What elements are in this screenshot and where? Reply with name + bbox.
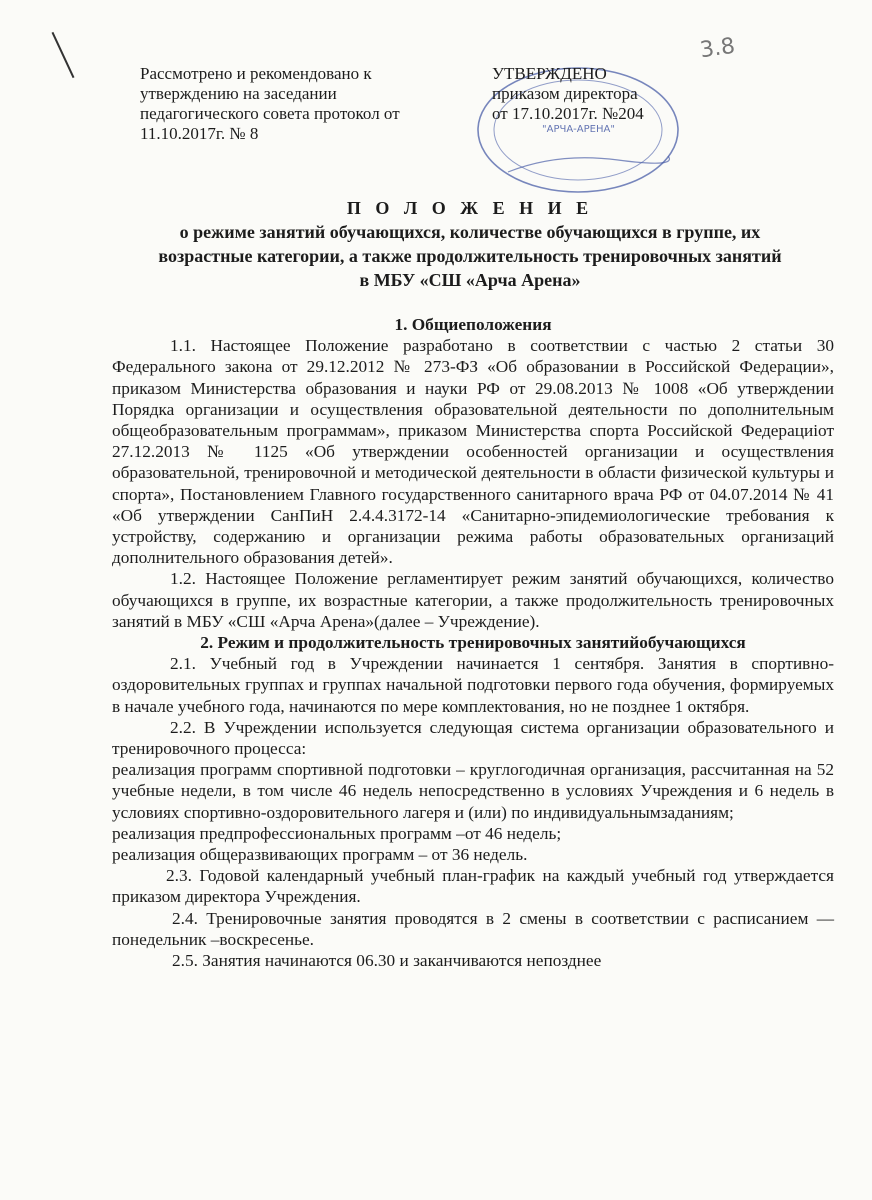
review-line-4: 11.10.2017г. № 8 — [140, 124, 259, 143]
title-line-1: о режиме занятий обучающихся, количестве обучающихся в группе, их — [179, 222, 761, 242]
paragraph-2-2-b: реализация предпрофессиональных программ –от 46 недель; — [112, 823, 562, 843]
approval-line-2: приказом директора — [492, 84, 638, 103]
paragraph-2-2: 2.2. В Учреждении используется следующая система организации образовательного и тренировочного процесса: — [112, 717, 834, 759]
paragraph-2-5: 2.5. Занятия начинаются 06.30 и заканчиваются непозднее — [172, 951, 602, 971]
stamp-label: "АРЧА-АРЕНА" — [542, 124, 615, 135]
document-body — [112, 314, 834, 971]
paragraph-1-1: 1.1. Настоящее Положение разработано в соответствии с частью 2 статьи 30 Федерального закона от 29.12.2012 № 273-ФЗ «Об образовании в Российской Федерации», приказом Министерства образования и науки РФ от 29.08.2013 № 1008 «Об утверждении Порядка организации и осуществления образовательной деятельности по дополнительным общеобразовательным программам», приказом Министерства спорта Российской Федерациiот 27.12.2013 № 1125 «Об утверждении особенностей организации и осуществления образовательной, тренировочной и методической деятельности в области физической культуры и спорта», Постановлением Главного государственного санитарного врача РФ от 04.07.2014 № 41 «Об утверждении СанПиН 2.4.4.3172-14 «Санитарно-эпидемиологические требования к устройству, содержанию и организации режима работы образовательных организаций дополнительного образования детей». — [112, 336, 834, 568]
paragraph-2-2-c: реализация общеразвивающих программ – от 36 недель. — [112, 845, 528, 865]
title-line-3: в МБУ «СШ «Арча Арена» — [359, 270, 581, 290]
approval-line-1: УТВЕРЖДЕНО — [492, 64, 607, 83]
title-line-2: возрастные категории, а также продолжительность тренировочных занятий — [158, 246, 782, 266]
section-1-heading: 1. Общиеположения — [394, 315, 552, 334]
document-title — [110, 196, 830, 292]
section-2-heading: 2. Режим и продолжительность тренировочных занятийобучающихся — [200, 633, 746, 653]
review-note — [140, 64, 420, 144]
review-line-2: утверждению на заседании — [140, 84, 337, 103]
signature-icon — [508, 156, 669, 172]
paragraph-2-1: 2.1. Учебный год в Учреждении начинается 1 сентября. Занятия в спортивно-оздоровительных группах и группах начальной подготовки первого года обучения, формируемых в начале учебного года, начинаются по мере комплектования, но не позднее 1 октября. — [112, 654, 834, 716]
pen-mark — [52, 32, 75, 78]
page-mark: 3.8 — [698, 33, 737, 64]
review-line-1: Рассмотрено и рекомендовано к — [140, 64, 372, 83]
approval-note — [492, 64, 752, 124]
approval-line-3: от 17.10.2017г. №204 — [492, 104, 644, 123]
review-line-3: педагогического совета протокол от — [140, 104, 400, 123]
title-main: П О Л О Ж Е Н И Е — [346, 198, 594, 218]
paragraph-2-2-a: реализация программ спортивной подготовки – круглогодичная организация, рассчитанная на 52 учебные недели, в том числе 46 недель непосредственно в условиях Учреждения и 6 недель в условиях спортивно-оздоровительного лагеря и (или) по индивидуальнымзаданиям; — [112, 760, 834, 822]
paragraph-2-3: 2.3. Годовой календарный учебный план-график на каждый учебный год утверждается приказом директора Учреждения. — [112, 866, 834, 907]
paragraph-1-2: 1.2. Настоящее Положение регламентирует режим занятий обучающихся, количество обучающихся в группе, их возрастные категории, а также продолжительность тренировочных занятий в МБУ «СШ «Арча Арена»(далее – Учреждение). — [112, 569, 834, 631]
paragraph-2-4: 2.4. Тренировочные занятия проводятся в 2 смены в соответствии с расписанием — понедельник –воскресенье. — [112, 908, 834, 949]
